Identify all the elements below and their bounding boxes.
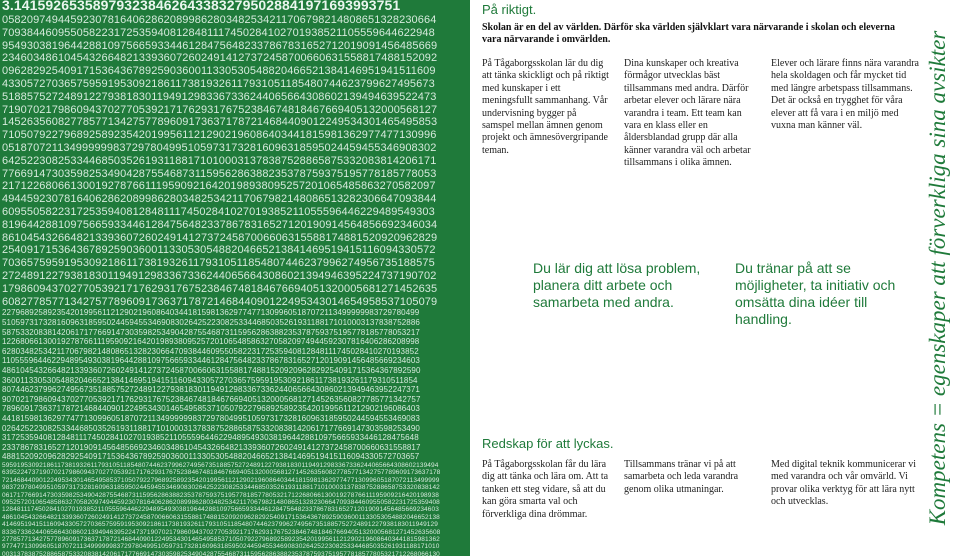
digit-row: 7036575959195309218611738193261179310511854807446237996274956735188575 <box>2 257 435 270</box>
digit-row: 51059731732816096318595024459455346908302642522308253344685035261931188171010003137838752886 <box>2 318 420 327</box>
digit-row: 9549303819644288109756659334461284756482337867831652712019091456485669 <box>2 39 438 52</box>
digit-row: 2724891227938183011949129833673362440656643086021394946395224737190702 <box>2 270 437 282</box>
digit-row: 6082778577134275778960917363717872146844090122495343014654958537105079 <box>2 295 438 308</box>
digit-row: 8610454326648213393607260249141273724587006606315588174881520920962829 <box>2 231 438 244</box>
digit-row: 80744623799627495673518857527248912279381830119491298336733624406566430860213949463952247371 <box>2 385 420 395</box>
digit-row: 9774771309960518707211349999998372978049951059731732816096318595024459455346908302642522308253344685035261931188171010 <box>2 543 440 551</box>
bottom-column-1: På Tågaborgsskolan får du lära dig att tänka och lära om. Att ta tanken ett steg vidare, så att du kan göra smarta val och förverkliga dina drömmar. <box>482 459 609 520</box>
pull-quote-1: Du lär dig att lösa problem, planera ditt arbete och samarbeta med andra. <box>533 260 701 310</box>
body-column-2: Dina kunskaper och kreativa förmågor utvecklas bäst tillsammans med andra. Därför arbetar elever och lärare nära varandra i team. Ett team kan vara en klass eller en åldersblandad grupp där alla känner varandra väl och arbetar tillsammans i olika ämnen. <box>624 58 751 169</box>
digit-row: 2540917153643678925903600113305305488204665213841469519415116094330572 <box>2 244 436 257</box>
vertical-tagline <box>921 0 955 556</box>
digit-row: 8336733624406566430860213949463952247371907021798609437027705392171762931767523846748184676694051320005681271452635608 <box>2 528 441 536</box>
digit-row: 1452635608277857713427577896091736371787214684409012249534301465495853 <box>2 116 438 129</box>
digit-row: 48610454326648213393607260249141273724587006606315588174881520920962829254091715364367892590 <box>2 366 421 375</box>
body-column-3: Elever och lärare finns nära varandra hela skoldagen och får mycket tid med längre arbetspass tillsammans. Det är också en trygghet för våra elever att få vara i en miljö med vuxna man känner väl. <box>771 58 919 132</box>
digit-row: 7093844609550582231725359408128481117450284102701938521105559644622948 <box>2 26 435 39</box>
digit-row: 4944592307816406286208998628034825342117067982148086513282306647093844 <box>2 193 437 206</box>
body-column-1: På Tågaborgsskolan lär du dig att tänka skickligt och på riktigt med kunskaper i ett meningsfullt sammanhang. Vår undervisning bygger på samspel mellan ämnen genom projekt och ämnesövergripande teman. <box>482 58 609 156</box>
digit-row: 90702179860943702770539217176293176752384674818467669405132000568127145263560827785771342757 <box>2 394 421 404</box>
digit-row: 9837297804995105973173281609631859502445945534690830264252230825334468503526193118817101000313783875288658753320838142 <box>2 484 440 492</box>
digit-row: 0582097494459230781640628620899862803482534211706798214808651328230664 <box>2 14 437 26</box>
digit-row: 5959195309218611738193261179310511854807446237996274956735188575272489122793818301194912983367336244065664308602139494 <box>2 462 439 469</box>
digit-row: 11055596446229489549303819644288109756659334461284756482337867831652712019091456485669234603 <box>2 356 420 366</box>
bottom-column-3: Med digital teknik kommunicerar vi med varandra och vår omvärld. Vi provar olika verktyg för att lära nytt och utvecklas. <box>771 459 916 508</box>
intro-text: Skolan är en del av världen. Därför ska världen självklart vara närvarande i skolan och eleverna vara närvarande i omvärlden. <box>482 22 895 45</box>
digit-row: 78960917363717872146844090122495343014654958537105079227968925892354201995611212902196086403 <box>2 404 420 414</box>
digit-row: 5188575272489122793818301194912983367336244065664308602139494639522473 <box>2 90 437 103</box>
digit-row: 7766914730359825349042875546873115956286388235378759375195778185778053 <box>2 167 437 180</box>
digit-row: 6395224737190702179860943702770539217176293176752384674818467669405132000568127145263560827785771342757789609173637178 <box>2 469 441 477</box>
digit-row: 58753320838142061717766914730359825349042875546873115956286388235378759375195778185778053217 <box>2 327 420 337</box>
digit-row: 6095505822317253594081284811174502841027019385211055596446229489549303 <box>2 206 435 218</box>
digit-row: 6425223082533446850352619311881710100031378387528865875332083814206171 <box>2 154 437 167</box>
digit-row: 4146951941511609433057270365759591953092186117381932611793105118548074462379962749567351885752724891227938183011949129 <box>2 521 438 529</box>
digit-row: 1798609437027705392171762931767523846748184676694051320005681271452635 <box>2 282 438 295</box>
digit-row: 0617177669147303598253490428755468731159562863882353787593751957781857780532171226806613001927876611195909216420198938 <box>2 491 439 499</box>
bottom-column-2: Tillsammans tränar vi på att samarbeta och leda varandra genom olika utmaningar. <box>624 459 739 495</box>
pull-quote-2: Du tränar på att se möjligheter, ta initiativ och omsätta dina idéer till handling. <box>735 260 896 327</box>
digit-row: 1284811174502841027019385211055596446229489549303819644288109756659334461284756482337867831652712019091456485669234603 <box>2 506 439 514</box>
digit-row: 23378678316527120190914564856692346034861045432664821339360726024914127372458700660631558817 <box>2 442 421 452</box>
digit-row: 02642522308253344685035261931188171010003137838752886587533208381420617177669147303598253490 <box>2 423 420 433</box>
digit-row: 12268066130019278766111959092164201989380952572010654858632705820974944592307816406286208998 <box>2 337 420 347</box>
digit-row: 4861045432664821339360726024914127372458700660631558817488152092096282925409171536436789259036001133053054882046652138 <box>2 513 440 521</box>
vertical-tagline-text: Kompetens = egenskaper att förverkliga sina avsikter <box>925 30 950 526</box>
digit-row: 62803482534211706798214808651328230664709384460955058223172535940812848111745028410270193852 <box>2 346 419 356</box>
digit-row: 2346034861045432664821339360726024914127372458700660631558817488152092 <box>2 52 438 65</box>
digit-row: 0962829254091715364367892590360011330530548820466521384146951941511609 <box>2 65 436 78</box>
digit-row: 3.1415926535897932384626433832795028841971693993751 <box>2 0 401 13</box>
pi-digits-panel <box>0 0 470 556</box>
page-title: På riktigt. <box>482 2 537 17</box>
digit-row: 44181598136297747713099605187072113499999983729780499510597317328160963185950244594553469083 <box>2 414 420 423</box>
digit-row: 2778577134275778960917363717872146844090122495343014654958537105079227968925892354201995611212902196086403441815981362 <box>2 536 440 543</box>
digit-row: 48815209209628292540917153643678925903600113305305488204665213841469519415116094330572703657 <box>2 452 420 462</box>
digit-row: 22796892589235420199561121290219608640344181598136297747713099605187072113499999983729780499 <box>2 308 420 318</box>
digit-row: 0518707211349999998372978049951059731732816096318595024459455346908302 <box>2 142 437 154</box>
digit-row: 7105079227968925892354201995611212902196086403441815981362977477130996 <box>2 129 437 142</box>
section-title: Redskap för att lyckas. <box>482 436 614 451</box>
digit-row: 7190702179860943702770539217176293176752384674818467669405132000568127 <box>2 103 438 116</box>
digit-row: 4330572703657595919530921861173819326117931051185480744623799627495673 <box>2 78 435 90</box>
digit-row: 8196442881097566593344612847564823378678316527120190914564856692346034 <box>2 218 438 231</box>
digit-row: 0031378387528865875332083814206171776691473035982534904287554687311595628638823537875937519577818577805321712268066130 <box>2 550 440 556</box>
digit-row: 36001133053054882046652138414695194151160943305727036575959195309218611738193261179310511854 <box>2 375 418 385</box>
digit-row: 0952572010654858632705820974944592307816406286208998628034825342117067982148086513282306647093844609550582231725359408 <box>2 499 440 506</box>
digit-row: 2171226806613001927876611195909216420198938095257201065485863270582097 <box>2 180 436 193</box>
digit-row: 31725359408128481117450284102701938521105559644622948954930381964428810975665933446128475648 <box>2 433 419 443</box>
digit-row: 7214684409012249534301465495853710507922796892589235420199561121290219608640344181598136297747713099605187072113499999 <box>2 476 440 484</box>
